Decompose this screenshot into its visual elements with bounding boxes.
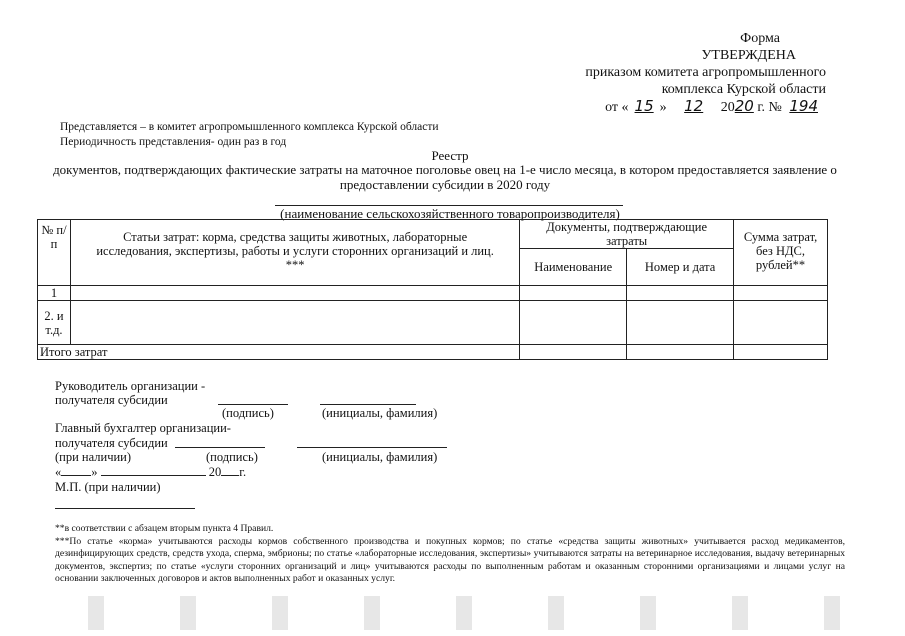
accountant-initials-line [297,447,447,448]
register-subtitle-2: предоставлении субсидии в 2020 году [339,177,551,192]
approval-year: 20 [734,97,754,115]
header-doc-number: Номер и дата [627,249,734,286]
total-row [38,345,828,360]
footnote-separator [55,508,195,509]
footnote-2: **в соответствии с абзацем вторым пункта 4 Правил. [55,523,274,534]
head-signature-caption: (подпись) [222,406,274,420]
accountant-label-1: Главный бухгалтер организации- [55,421,231,435]
head-label-2: получателя субсидии [55,393,168,407]
accountant-signature-caption: (подпись) [206,450,258,464]
approval-approved-label: УТВЕРЖДЕНА [701,48,796,63]
footnotes [55,523,845,586]
total-label: Итого затрат [38,345,520,360]
accountant-if-any: (при наличии) [55,450,132,464]
periodicity: Периодичность представления- один раз в год [60,136,287,148]
header-docs: Документы, подтверждающие затраты [520,220,734,249]
head-initials-line [320,404,416,405]
header-doc-name: Наименование [520,249,627,286]
accountant-label-2: получателя субсидии [55,436,168,450]
submitted-to: Представляется – в комитет агропромышленного комплекса Курской области [60,121,439,133]
accountant-signature-line [175,447,265,448]
approval-date-line: от « 15 » 12 2020 г. № 194 [520,98,826,116]
head-initials-caption: (инициалы, фамилия) [322,406,438,420]
table-row [38,301,828,345]
register-table [37,219,828,360]
register-title: Реестр [431,148,469,163]
producer-caption: (наименование сельскохозяйственного товаропроизводителя) [280,206,620,221]
head-label-1: Руководитель организации - [55,379,206,393]
approval-order-label: приказом комитета агропромышленного [585,65,826,80]
approval-day: 15 [634,97,654,115]
approval-committee-label: комплекса Курской области [661,82,826,97]
head-signature-line [218,404,288,405]
table-row [38,286,828,301]
header-items: Статьи затрат: корма, средства защиты животных, лабораторные исследования, экспертизы, работы и услуги сторонних организаций и лиц. *** [70,220,519,286]
stamp-label: М.П. (при наличии) [55,480,161,494]
approval-block [520,30,826,116]
approval-form-label: Форма [740,31,780,46]
header-num: № п/п [38,220,71,286]
approval-month: 12 [684,97,704,115]
accountant-initials-caption: (инициалы, фамилия) [322,450,438,464]
approval-number: 194 [789,97,818,115]
footnote-3: ***По статье «корма» учитываются расходы кормов собственного производства и покупных кормов; по статье «средства защиты животных» учитывается расход медикаментов, дезинфицирующих средств, средств ухода, сперма, эмбрионы; по статье «лабораторные исследования, экспертизы» учитываются затраты на ветеринарное исследования, выдачу ветеринарных документов, экспертиз; по статье «услуги сторонних организаций и лиц» учитываются расходы по выполненным работам и оказанным сторонними организациями и лицами услуг на основании заключенных договоров и актов выполненных работ и оказанных услуг. [55,535,845,584]
row-num: 2. и т.д. [38,301,71,345]
scan-noise [40,596,880,630]
register-subtitle-1: документов, подтверждающих фактические затраты на маточное поголовье овец на 1-е число месяца, в котором предоставляется заявление о [53,162,837,177]
header-sum: Сумма затрат, без НДС, рублей** [734,220,828,286]
sign-date: « » 20 г. [55,465,247,479]
row-num: 1 [38,286,71,301]
